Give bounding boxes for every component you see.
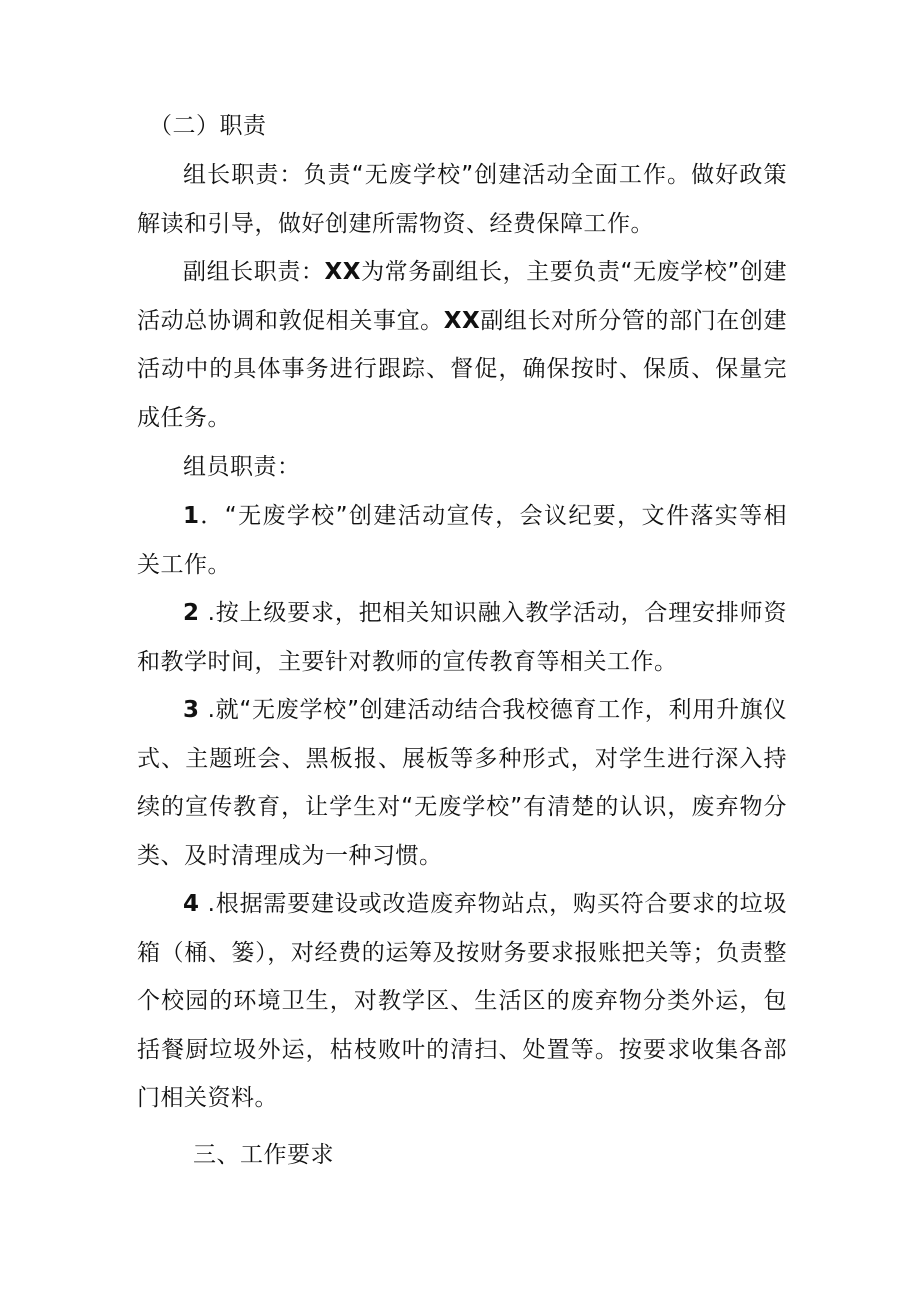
deputy-duty-text-1: 为常务副组长，主要负责“无废学校”创建活动总协调和敦促相关事宜。 xyxy=(137,259,787,334)
deputy-name-placeholder-1: XX xyxy=(324,259,361,285)
item-text: .就“无废学校”创建活动结合我校德育工作，利用升旗仪式、主题班会、黑板报、展板等多种形式，对学生进行深入持续的宣传教育，让学生对“无废学校”有清楚的认识，废弃物分类、及时清理成为一种习惯。 xyxy=(137,697,787,869)
deputy-name-placeholder-2: XX xyxy=(443,307,481,334)
member-duty-item-1 xyxy=(137,492,787,589)
deputy-duty-text-2: 副组长对所分管的部门在创建活动中的具体事务进行跟踪、督促，确保按时、保质、保量完成任务。 xyxy=(137,307,788,431)
item-number: 3 xyxy=(183,697,200,723)
item-number: 1 xyxy=(183,503,200,529)
deputy-duty-paragraph xyxy=(137,248,787,442)
member-duty-item-4 xyxy=(137,880,787,1123)
member-duty-item-2 xyxy=(137,589,787,686)
deputy-duty-prefix: 副组长职责： xyxy=(183,259,325,285)
section-three-title: 三、工作要求 xyxy=(193,1142,334,1168)
leader-duty-paragraph: 组长职责：负责“无废学校”创建活动全面工作。做好政策解读和引导，做好创建所需物资、经费保障工作。 xyxy=(137,162,787,237)
item-text: .按上级要求，把相关知识融入教学活动，合理安排师资和教学时间，主要针对教师的宣传教育等相关工作。 xyxy=(137,600,787,675)
item-text: ．“无废学校”创建活动宣传，会议纪要，文件落实等相关工作。 xyxy=(137,503,787,578)
member-duty-title: 组员职责： xyxy=(183,454,301,480)
item-number: 4 xyxy=(183,891,200,917)
section-title: （二）职责 xyxy=(149,113,267,139)
item-number: 2 xyxy=(183,600,200,626)
member-duty-item-3 xyxy=(137,686,787,880)
item-text: .根据需要建设或改造废弃物站点，购买符合要求的垃圾箱（桶、篓），对经费的运筹及按财务要求报账把关等；负责整个校园的环境卫生，对教学区、生活区的废弃物分类外运，包括餐厨垃圾外运，枯枝败叶的清扫、处置等。按要求收集各部门相关资料。 xyxy=(137,891,787,1112)
